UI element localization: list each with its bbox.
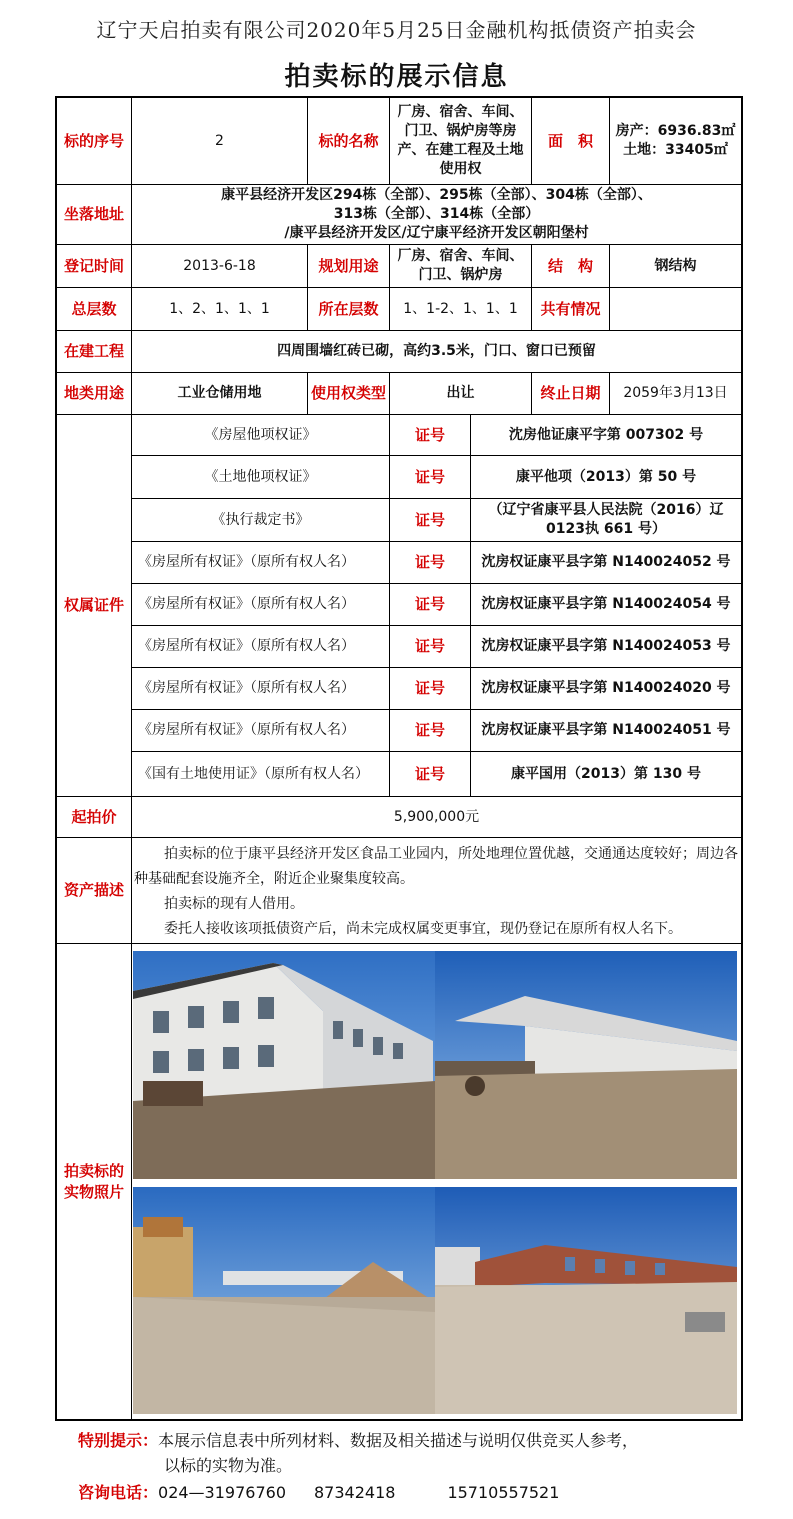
label-located-floor: 所在层数 — [308, 288, 390, 331]
photo-building-front — [133, 951, 435, 1179]
notice-line-2: 以标的实物为准。 — [164, 1456, 293, 1475]
doc-cert-label: 证号 — [390, 626, 471, 668]
photo-brick-walls — [435, 1187, 737, 1414]
doc-name: 《房屋所有权证》（原所有权人名） — [132, 542, 390, 584]
doc-name: 《国有土地使用证》（原所有权人名） — [132, 752, 390, 797]
label-shared: 共有情况 — [532, 288, 610, 331]
right-type-value: 出让 — [390, 373, 532, 415]
doc-name: 《房屋所有权证》（原所有权人名） — [132, 584, 390, 626]
info-table — [55, 96, 743, 1421]
label-lot-name: 标的名称 — [308, 98, 390, 185]
doc-cert-label: 证号 — [390, 668, 471, 710]
doc-cert-label: 证号 — [390, 752, 471, 797]
shared-value — [610, 288, 741, 331]
company-heading: 辽宁天启拍卖有限公司2020年5月25日金融机构抵债资产拍卖会 — [96, 18, 697, 42]
photo-sand-pile — [133, 1187, 435, 1414]
doc-name: 《房屋他项权证》 — [132, 415, 390, 456]
asset-description — [132, 838, 741, 944]
label-structure: 结 构 — [532, 245, 610, 288]
lot-no-value: 2 — [132, 98, 308, 185]
start-price-value: 5,900,000元 — [132, 797, 741, 838]
label-asset-desc: 资产描述 — [57, 838, 132, 944]
label-photos-line-1: 拍卖标的 — [63, 1162, 124, 1181]
desc-paragraph-3: 委托人接收该项抵债资产后，尚未完成权属变更事宜，现仍登记在原所有权人名下。 — [164, 921, 682, 937]
phone-number-1[interactable]: 024—31976760 — [158, 1483, 286, 1502]
doc-cert-number: 沈房权证康平县字第 N140024054 号 — [471, 584, 741, 626]
end-date-value: 2059年3月13日 — [610, 373, 741, 415]
label-photos — [57, 944, 132, 1419]
label-area: 面 积 — [532, 98, 610, 185]
special-notice — [78, 1428, 638, 1451]
doc-cert-number: 康平国用（2013）第 130 号 — [471, 752, 741, 797]
phone-number-2[interactable]: 87342418 — [314, 1483, 396, 1502]
area-house: 房产：6936.83㎡ — [615, 123, 736, 140]
doc-name: 《土地他项权证》 — [132, 456, 390, 499]
doc-cert-number: （辽宁省康平县人民法院（2016）辽0123执 661 号） — [471, 499, 741, 542]
doc-name: 《房屋所有权证》（原所有权人名） — [132, 626, 390, 668]
lot-name-value: 厂房、宿舍、车间、门卫、锅炉房等房产、在建工程及土地使用权 — [390, 98, 532, 185]
photo-warehouse — [435, 951, 737, 1179]
doc-cert-label: 证号 — [390, 584, 471, 626]
phone-number-3[interactable]: 15710557521 — [447, 1483, 560, 1502]
location-line-2: 313栋（全部）、314栋（全部） — [333, 206, 540, 222]
doc-cert-number: 沈房权证康平县字第 N140024020 号 — [471, 668, 741, 710]
doc-name: 《房屋所有权证》（原所有权人名） — [132, 668, 390, 710]
page-title: 拍卖标的展示信息 — [284, 62, 509, 92]
location-line-1: 康平县经济开发区294栋（全部）、295栋（全部）、304栋（全部）、 — [221, 187, 652, 203]
planned-use-value: 厂房、宿舍、车间、门卫、锅炉房 — [390, 245, 532, 288]
phone-label: 咨询电话： — [78, 1483, 159, 1502]
label-land-use: 地类用途 — [57, 373, 132, 415]
reg-time-value: 2013-6-18 — [132, 245, 308, 288]
doc-cert-label: 证号 — [390, 415, 471, 456]
land-use-value: 工业仓储用地 — [132, 373, 308, 415]
doc-cert-label: 证号 — [390, 710, 471, 752]
label-lot-no: 标的序号 — [57, 98, 132, 185]
label-right-type: 使用权类型 — [308, 373, 390, 415]
label-ownership-docs: 权属证件 — [57, 415, 132, 797]
floors-value: 1、2、1、1、1 — [132, 288, 308, 331]
doc-cert-label: 证号 — [390, 456, 471, 499]
doc-cert-number: 沈房权证康平县字第 N140024051 号 — [471, 710, 741, 752]
location-line-3: /康平县经济开发区/辽宁康平经济开发区朝阳堡村 — [284, 225, 589, 241]
label-photos-line-2: 实物照片 — [63, 1182, 124, 1201]
doc-cert-number: 沈房权证康平县字第 N140024053 号 — [471, 626, 741, 668]
desc-paragraph-1: 拍卖标的位于康平县经济开发区食品工业园内，所处地理位置优越，交通通达度较好；周边各种基础配套设施齐全，附近企业聚集度较高。 — [134, 846, 738, 887]
doc-cert-number: 沈房权证康平县字第 N140024052 号 — [471, 542, 741, 584]
label-end-date: 终止日期 — [532, 373, 610, 415]
area-land: 土地：33405㎡ — [623, 142, 728, 158]
doc-name: 《执行裁定书》 — [132, 499, 390, 542]
label-planned-use: 规划用途 — [308, 245, 390, 288]
area-value — [610, 98, 741, 185]
doc-cert-number: 康平他项（2013）第 50 号 — [471, 456, 741, 499]
located-floor-value: 1、1-2、1、1、1 — [390, 288, 532, 331]
desc-paragraph-2: 拍卖标的现有人借用。 — [164, 896, 304, 912]
under-construction-value: 四周围墙红砖已砌，高约3.5米，门口、窗口已预留 — [132, 331, 741, 373]
label-start-price: 起拍价 — [57, 797, 132, 838]
label-floors: 总层数 — [57, 288, 132, 331]
doc-cert-label: 证号 — [390, 542, 471, 584]
label-reg-time: 登记时间 — [57, 245, 132, 288]
doc-cert-number: 沈房他证康平字第 007302 号 — [471, 415, 741, 456]
location-value — [132, 185, 741, 245]
structure-value: 钢结构 — [610, 245, 741, 288]
contact-phones — [78, 1480, 559, 1503]
label-location: 坐落地址 — [57, 185, 132, 245]
doc-name: 《房屋所有权证》（原所有权人名） — [132, 710, 390, 752]
label-under-construction: 在建工程 — [57, 331, 132, 373]
doc-cert-label: 证号 — [390, 499, 471, 542]
notice-label: 特别提示： — [78, 1431, 159, 1450]
notice-line-1: 本展示信息表中所列材料、数据及相关描述与说明仅供竞买人参考， — [158, 1431, 639, 1450]
